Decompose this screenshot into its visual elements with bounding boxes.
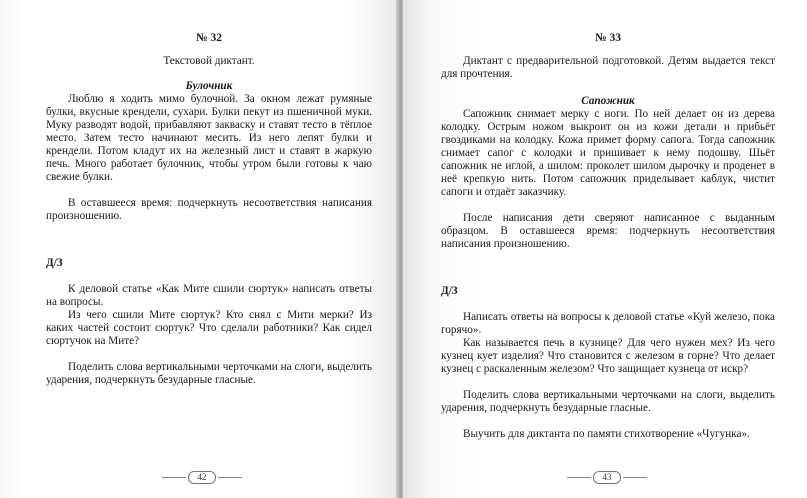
dictation-number-heading: № 33 [595, 32, 621, 44]
left-page [0, 0, 398, 498]
page-number-ornament [567, 470, 647, 484]
homework-label: Д/З [46, 257, 63, 269]
syllable-task-text: Поделить слова вертикальными черточками на слоги, выделить ударения, подчеркнуть безударные гласные. [46, 361, 372, 386]
homework-questions-text: Как называется печь в кузнице? Для чего нужен мех? Из чего кузнец кует изделия? Что становится с железом в горне? Что делает кузнец с раскаленным железом? Что защищает кузнеца от искр? [441, 337, 775, 375]
left-page-content [46, 32, 372, 387]
right-page-content [441, 32, 775, 441]
dictation-number-heading: № 32 [196, 32, 222, 44]
dictation-title: Сапожник [581, 95, 635, 107]
dictation-text: Люблю я ходить мимо булочной. За окном лежат румяные булки, вкусные крендели, сухари. Булки пекут из пшеничной муки. Муку разводят водой, прибавляют закваску и ставят тесто в тёплое место. Затем тесто начинают месить. Из него лепят булки и крендели. Потом кладут их на железный лист и ставят в жаркую печь. Много работает булочник, чтобы утром были готовы к чаю свежие булки. [46, 93, 372, 183]
page-number: 43 [593, 471, 621, 484]
extra-task-text: В оставшееся время: подчеркнуть несоответствия написания произношению. [46, 197, 372, 222]
dictation-subtitle: Текстовой диктант. [163, 55, 255, 67]
syllable-task-text: Поделить слова вертикальными черточками на слоги, выделить ударения, подчеркнуть безударные гласные. [441, 389, 775, 414]
after-dictation-text: После написания дети сверяют написанное с выданным образцом. В оставшееся время: подчеркнуть несоответствия написания произношению. [441, 212, 775, 250]
dictation-intro: Диктант с предварительной подготовкой. Детям выдается текст для прочтения. [441, 55, 775, 80]
page-number-ornament [162, 470, 242, 484]
memorize-task-text: Выучить для диктанта по памяти стихотворение «Чугунка». [463, 428, 750, 440]
page-number: 42 [188, 471, 216, 484]
homework-task-text: Написать ответы на вопросы к деловой статье «Куй железо, пока горячо». [441, 311, 775, 336]
homework-questions-text: Из чего сшили Мите сюртук? Кто снял с Мити мерки? Из каких частей состоит сюртук? Что сделали работники? Как сидел сюртучок на Мите? [46, 309, 372, 347]
homework-task-text: К деловой статье «Как Мите сшили сюртук» написать ответы на вопросы. [46, 283, 372, 308]
dictation-title: Булочник [185, 80, 233, 92]
homework-label: Д/З [441, 285, 458, 297]
right-page [403, 0, 807, 498]
dictation-text: Сапожник снимает мерку с ноги. По ней делает он из дерева колодку. Острым ножом выкроит он из кожи детали и прибьёт гвоздиками на колодку. Кожа примет форму сапога. Тогда сапожник снимает сапог с колодки и пришивает к нему подошву. Шьёт сапожник не иглой, а шилом: проколет шилом дырочку и проденет в неё крепкую нить. Потом сапожник приделывает каблук, чистит сапоги и отдаёт заказчику. [441, 108, 775, 198]
